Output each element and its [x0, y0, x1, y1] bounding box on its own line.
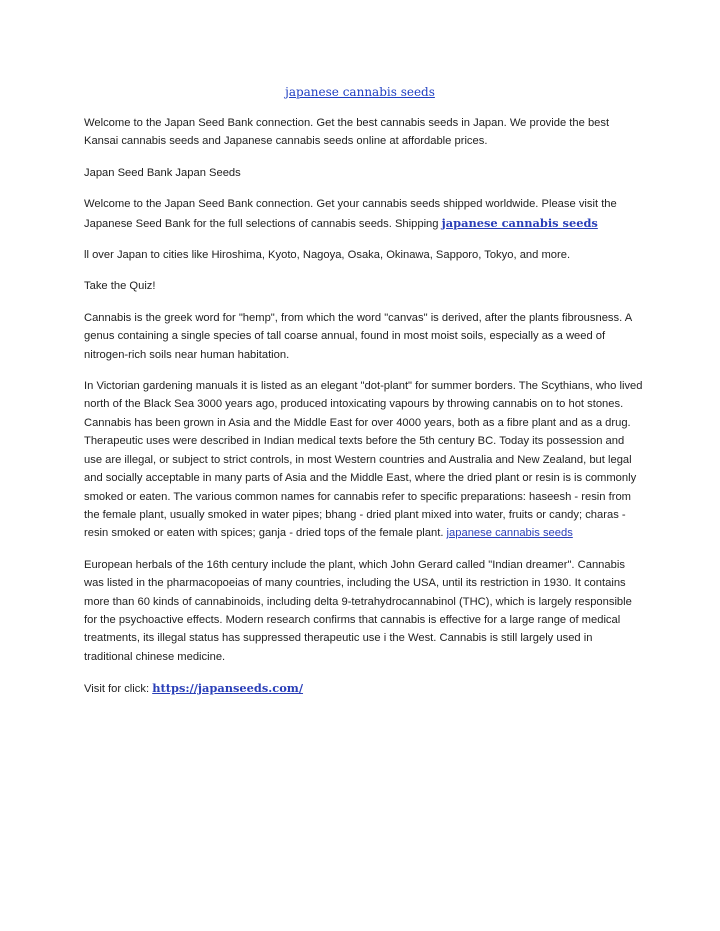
- document-body: [84, 114, 644, 712]
- paragraph-visit: [84, 679, 644, 698]
- visit-label: Visit for click:: [84, 683, 153, 696]
- paragraph-cities: ll over Japan to cities like Hiroshima, Kyoto, Nagoya, Osaka, Okinawa, Sapporo, Tokyo, and more.: [84, 249, 571, 262]
- paragraph-shipping-text: Welcome to the Japan Seed Bank connection. Get your cannabis seeds shipped worldwide. Please visit the Japanese Seed Bank for the full selections of cannabis seeds. Shipping: [84, 198, 617, 230]
- japanese-cannabis-seeds-inline-link[interactable]: japanese cannabis seeds: [446, 527, 573, 540]
- paragraph-history-text: In Victorian gardening manuals it is listed as an elegant "dot-plant" for summer borders. The Scythians, who lived north of the Black Sea 3000 years ago, produced intoxicating vapours by throwing cannabis on to hot stones. Cannabis has been grown in Asia and the Middle East for over 4000 years, both as a fibre plant and as a drug. Therapeutic uses were described in Indian medical texts before the 5th century BC. Today its possession and use are illegal, or subject to strict controls, in most Western countries and Australia and New Zealand, but legal and socially acceptable in many parts of Asia and the Middle East, where the dried plant or resin is is commonly smoked or eaten. The various common names for cannabis refer to specific preparations: haseesh - resin from the female plant, usually smoked in water pipes; bhang - dried plant mixed into water, fruits or candy; charas - resin smoked or eaten with spices; ganja - dried tops of the female plant.: [84, 380, 643, 540]
- paragraph-herbals: European herbals of the 16th century include the plant, which John Gerard called "Indian dreamer". Cannabis was listed in the pharmacopoeias of many countries, including the USA, until its restriction in 1930. It contains more than 60 kinds of cannabinoids, including delta 9-tetrahydrocannabinol (THC), which is largely responsible for the psychoactive effects. Modern research confirms that cannabis is effective for a large range of medical treatments, its illegal status has suppressed therapeutic use i the West. Cannabis is still largely used in traditional chinese medicine.: [84, 558, 632, 663]
- paragraph-shipping: [84, 195, 644, 233]
- page-title[interactable]: japanese cannabis seeds: [285, 85, 435, 99]
- japanseeds-url-link[interactable]: https://japanseeds.com/: [152, 681, 304, 696]
- paragraph-history: [84, 377, 644, 543]
- paragraph-intro: Welcome to the Japan Seed Bank connection. Get the best cannabis seeds in Japan. We provide the best Kansai cannabis seeds and Japanese cannabis seeds online at affordable prices.: [84, 117, 610, 148]
- paragraph-etymology: Cannabis is the greek word for "hemp", from which the word "canvas" is derived, after the plants fibrousness. A genus containing a single species of tall coarse annual, found in most moist soils, especially as a weed of nitrogen-rich soils near human habitation.: [84, 311, 632, 361]
- paragraph-subheading: Japan Seed Bank Japan Seeds: [84, 166, 241, 179]
- japanese-cannabis-seeds-link[interactable]: japanese cannabis seeds: [441, 215, 598, 230]
- paragraph-quiz: Take the Quiz!: [84, 280, 156, 293]
